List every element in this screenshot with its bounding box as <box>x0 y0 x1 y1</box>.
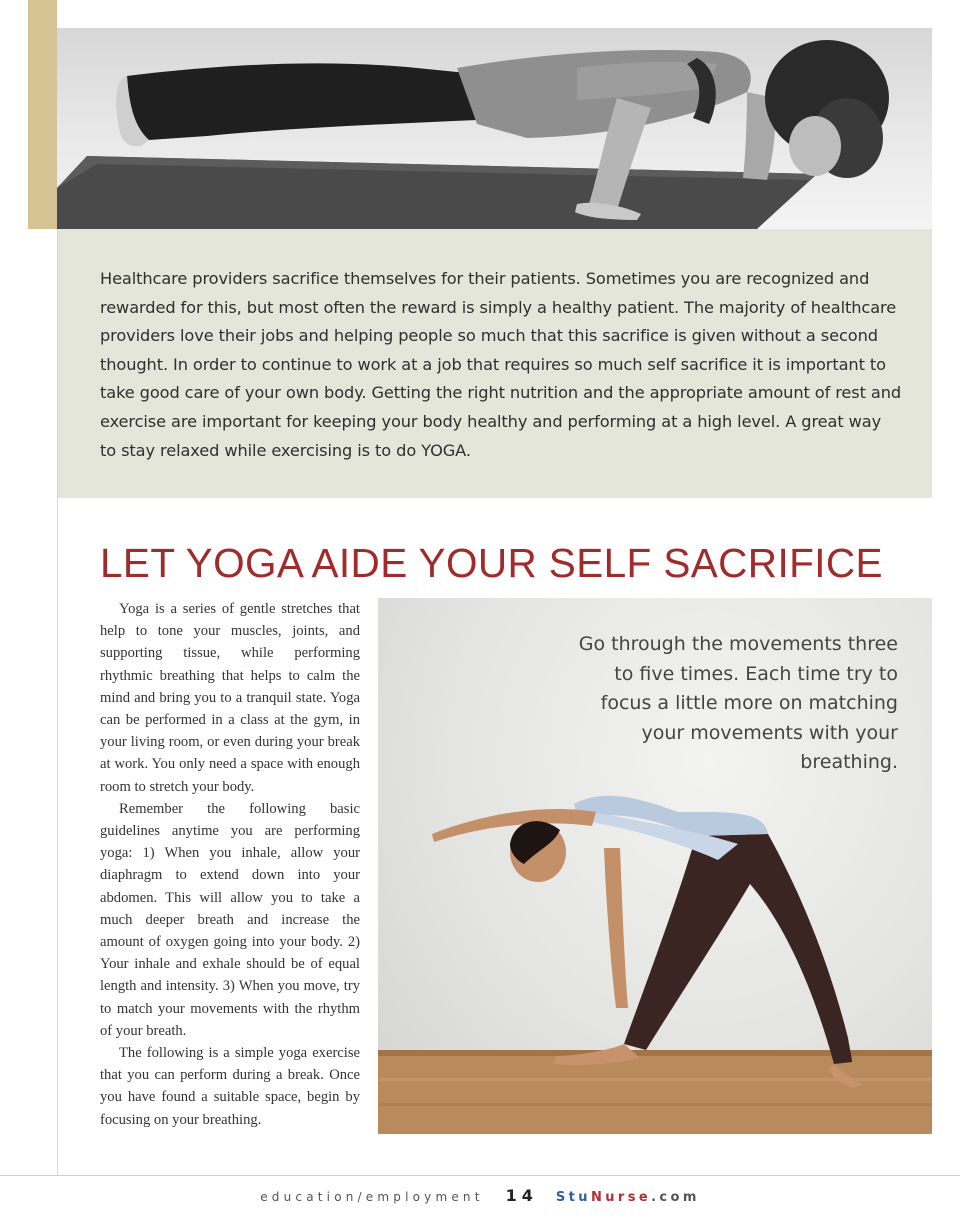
page-number: 14 <box>505 1186 538 1205</box>
footer-divider <box>0 1175 960 1176</box>
footer-section: education/employment <box>260 1190 484 1204</box>
page-footer <box>0 1186 960 1205</box>
brand-nurse: Nurse <box>590 1190 652 1205</box>
article-body <box>100 598 360 1131</box>
body-paragraph: Yoga is a series of gentle stretches that help to tone your muscles, joints, and supporting tissue, while performing rhythmic breathing that helps to calm the mind and bring you to a tranquil state. Yoga can be performed in a class at the gym, in your living room, or even during your break at work. You only need a space with enough room to stretch your body. <box>100 601 360 795</box>
margin-rule <box>57 229 58 1175</box>
triangle-pose-photo <box>378 598 932 1134</box>
pull-quote: Go through the movements three to five times. Each time try to focus a little more on matching your movements with your breathing. <box>578 633 898 773</box>
body-paragraph: Remember the following basic guidelines anytime you are performing yoga: 1) When you inhale, allow your diaphragm to extend down into your abdomen. This will allow you to take a much deeper breath and increase the amount of oxygen going into your body. 2) Your inhale and exhale should be of equal length and intensity. 3) When you move, try to match your movements with the rhythm of your breath. <box>100 800 360 1039</box>
brand-logo <box>556 1190 700 1205</box>
body-paragraph: The following is a simple yoga exercise that you can perform during a break. Once you have found a suitable space, begin by focusing on your breathing. <box>100 1045 360 1128</box>
accent-bar <box>28 0 57 229</box>
pushup-photo <box>57 28 932 229</box>
intro-text: Healthcare providers sacrifice themselves for their patients. Sometimes you are recognized and rewarded for this, but most often the reward is simply a healthy patient. The majority of healthcare providers love their jobs and helping people so much that this sacrifice is given without a second thought. In order to continue to work at a job that requires so much self sacrifice it is important to take good care of your own body. Getting the right nutrition and the appropriate amount of rest and exercise are important for keeping your body healthy and performing at a high level. A great way to stay relaxed while exercising is to do YOGA. <box>100 269 902 460</box>
brand-stu: Stu <box>555 1190 591 1205</box>
brand-domain: .com <box>651 1190 700 1205</box>
intro-panel <box>57 229 932 498</box>
article-title: LET YOGA AIDE YOUR SELF SACRIFICE <box>100 540 883 586</box>
